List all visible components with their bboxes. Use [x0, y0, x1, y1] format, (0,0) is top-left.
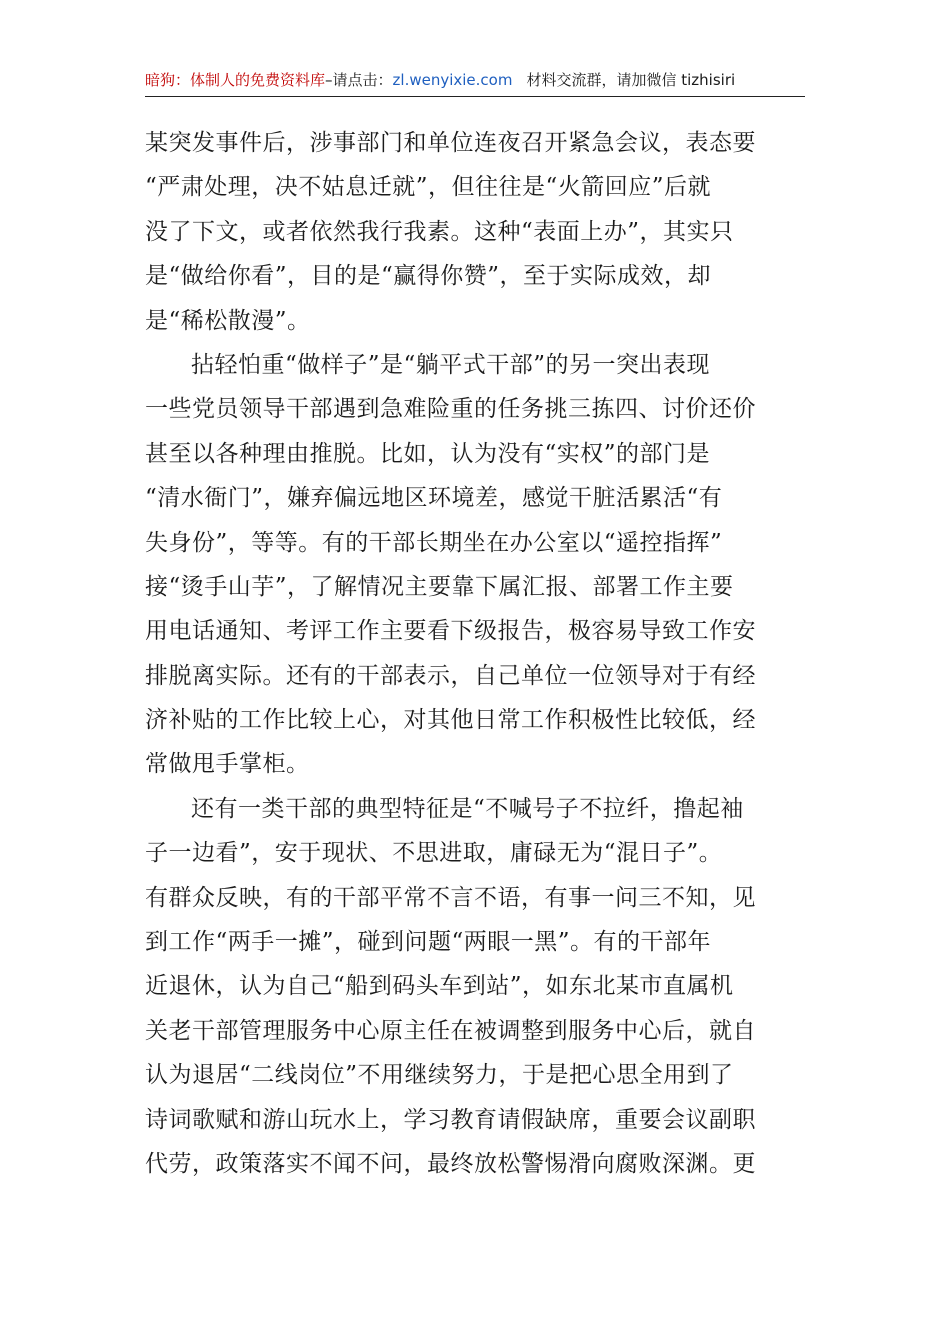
text-line: 拈轻怕重“做样子”是“躺平式干部”的另一突出表现	[191, 351, 711, 378]
text-line: 没了下文，或者依然我行我素。这种“表面上办”，其实只	[145, 218, 734, 245]
paragraph	[145, 787, 805, 1187]
text-line: 是“做给你看”，目的是“赢得你赞”，至于实际成效，却	[145, 263, 712, 290]
text-line: 诗词歌赋和游山玩水上，学习教育请假缺席，重要会议副职	[145, 1106, 756, 1133]
text-line: 关老干部管理服务中心原主任在被调整到服务中心后，就自	[145, 1017, 756, 1044]
text-line: 济补贴的工作比较上心，对其他日常工作积极性比较低，经	[145, 707, 756, 734]
text-line: 还有一类干部的典型特征是“不喊号子不拉纤，撸起袖	[191, 795, 744, 822]
header-link[interactable]: zl.wenyixie.com	[392, 71, 513, 89]
text-line: 常做甩手掌柜。	[145, 751, 310, 778]
text-line: 认为退居“二线岗位”不用继续努力，于是把心思全用到了	[145, 1062, 734, 1089]
document-body	[145, 121, 805, 1186]
text-line: 一些党员领导干部遇到急难险重的任务挑三拣四、讨价还价	[145, 396, 756, 423]
text-line: “严肃处理，决不姑息迁就”，但往往是“火箭回应”后就	[145, 174, 712, 201]
header-contact: 材料交流群，请加微信 tizhisiri	[526, 71, 736, 89]
header-divider	[145, 96, 805, 97]
text-line: 到工作“两手一摊”，碰到问题“两眼一黑”。有的干部年	[145, 929, 712, 956]
text-line: 代劳，政策落实不闻不问，最终放松警惕滑向腐败深渊。更	[145, 1150, 756, 1177]
header-prompt: –请点击：	[325, 71, 393, 89]
text-line: 某突发事件后，涉事部门和单位连夜召开紧急会议，表态要	[145, 130, 756, 156]
paragraph	[145, 121, 805, 343]
text-line: 用电话通知、考评工作主要看下级报告，极容易导致工作安	[145, 618, 756, 645]
header-brand: 暗狗：体制人的免费资料库	[145, 71, 326, 89]
text-line: 子一边看”，安于现状、不思进取，庸碌无为“混日子”。	[145, 840, 723, 867]
text-line: 排脱离实际。还有的干部表示，自己单位一位领导对于有经	[145, 662, 756, 689]
text-line: “清水衙门”，嫌弃偏远地区环境差，感觉干脏活累活“有	[145, 485, 723, 512]
paragraph	[145, 343, 805, 787]
text-line: 接“烫手山芋”，了解情况主要靠下属汇报、部署工作主要	[145, 573, 734, 600]
text-line: 甚至以各种理由推脱。比如，认为没有“实权”的部门是	[145, 440, 711, 467]
text-line: 是“稀松散漫”。	[145, 307, 311, 334]
text-line: 有群众反映，有的干部平常不言不语，有事一问三不知，见	[145, 884, 756, 911]
page-header	[145, 68, 805, 92]
text-line: 近退休，认为自己“船到码头车到站”，如东北某市直属机	[145, 973, 734, 1000]
text-line: 失身份”，等等。有的干部长期坐在办公室以“遥控指挥”	[145, 529, 723, 556]
